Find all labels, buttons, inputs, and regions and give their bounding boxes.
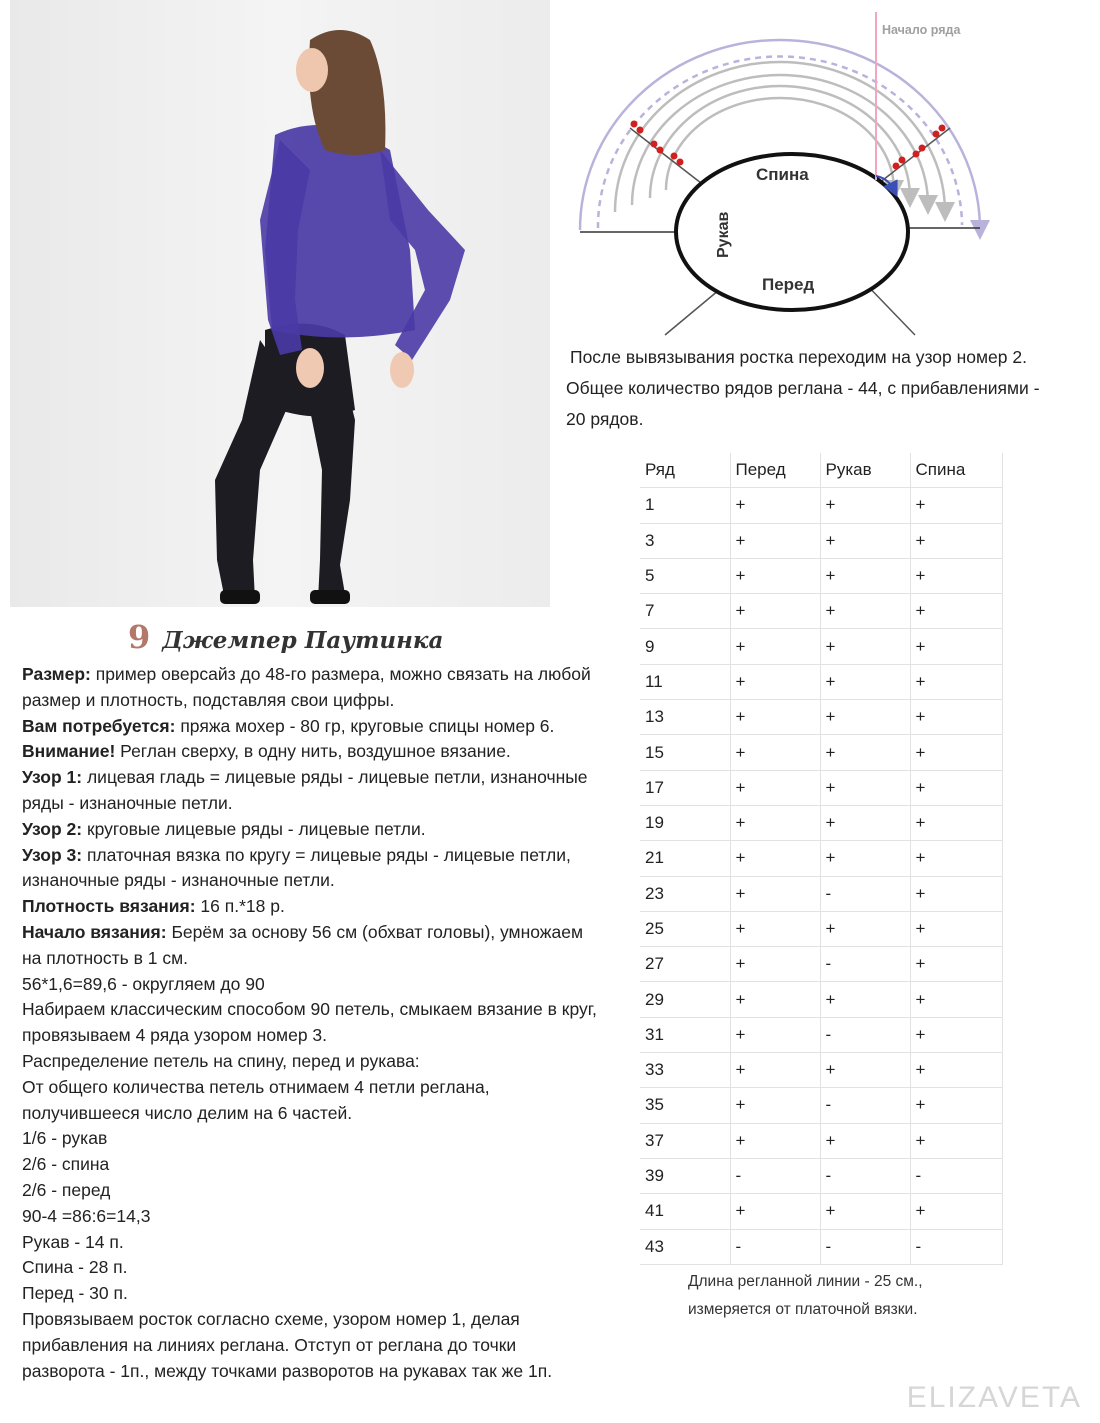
description-line [22, 946, 632, 972]
description-text: 16 п.*18 р. [195, 896, 285, 917]
pattern-title [128, 618, 443, 662]
header-front: Перед [730, 453, 820, 488]
description-line [22, 765, 632, 791]
table-cell: 23 [640, 876, 730, 911]
table-cell: + [820, 805, 910, 840]
description-line [22, 1307, 632, 1333]
table-cell: + [730, 911, 820, 946]
table-cell: + [910, 911, 1002, 946]
table-row [640, 911, 1002, 946]
table-row [640, 700, 1002, 735]
table-row [640, 770, 1002, 805]
table-cell: + [730, 1053, 820, 1088]
table-cell: + [910, 1194, 1002, 1229]
description-text: пример оверсайз до 48-го размера, можно связать на любой [90, 664, 591, 684]
table-cell: + [820, 523, 910, 558]
description-text: ряды - изнаночные петли. [22, 792, 233, 813]
start-row-label: Начало ряда [882, 23, 961, 37]
description-text: Набираем классическим способом 90 петель, смыкаем вязание в круг, [22, 999, 597, 1020]
description-line [22, 817, 632, 843]
description-text: 2/6 - перед [22, 1179, 111, 1200]
table-cell: 27 [640, 947, 730, 982]
description-line [22, 1152, 632, 1178]
table-cell: 41 [640, 1194, 730, 1229]
table-cell: - [730, 1229, 820, 1264]
table-cell: + [820, 1053, 910, 1088]
table-cell: - [820, 1088, 910, 1123]
description-text: круговые лицевые ряды - лицевые петли. [82, 818, 426, 839]
table-cell: + [730, 982, 820, 1017]
table-row [640, 1123, 1002, 1158]
table-header-row [640, 453, 1002, 488]
description-line [22, 739, 632, 765]
table-cell: + [730, 523, 820, 558]
description-line [22, 1178, 632, 1204]
table-cell: 33 [640, 1053, 730, 1088]
description-line [22, 920, 632, 946]
description-label: Начало вязания: [22, 921, 167, 942]
table-cell: + [910, 558, 1002, 593]
model-photo [10, 0, 550, 607]
description-line [22, 1281, 632, 1307]
description-label: Узор 1: [22, 767, 83, 788]
description-label: Узор 3: [22, 844, 83, 865]
table-cell: - [730, 1158, 820, 1193]
table-cell: + [910, 805, 1002, 840]
header-sleeve: Рукав [820, 453, 910, 488]
description-line [22, 843, 632, 869]
pattern-number: 9 [128, 618, 151, 656]
table-cell: 17 [640, 770, 730, 805]
table-row [640, 805, 1002, 840]
description-label: Плотность вязания: [22, 896, 196, 917]
table-cell: + [910, 629, 1002, 664]
table-row [640, 1229, 1002, 1264]
sleeve-label: Рукав [715, 211, 732, 258]
table-row [640, 1088, 1002, 1123]
description-text: От общего количества петель отнимаем 4 петли реглана, [22, 1076, 490, 1097]
right-shoe [310, 590, 350, 604]
raglan-length-note [688, 1268, 1018, 1324]
description-text: 2/6 - спина [22, 1154, 110, 1175]
table-row [640, 1194, 1002, 1229]
description-label: Вам потребуется: [22, 715, 176, 736]
table-cell: 31 [640, 1017, 730, 1052]
description-text: прибавления на линиях реглана. Отступ от реглана до точки [22, 1334, 517, 1355]
table-cell: 7 [640, 594, 730, 629]
description-line [22, 1333, 632, 1359]
description-text: платочная вязка по кругу = лицевые ряды - лицевые петли, [82, 844, 571, 865]
table-cell: - [910, 1158, 1002, 1193]
description-label: Внимание! [22, 741, 116, 762]
table-cell: + [910, 1088, 1002, 1123]
front-label: Перед [762, 275, 815, 294]
table-cell: + [910, 876, 1002, 911]
table-cell: 9 [640, 629, 730, 664]
table-cell: + [910, 770, 1002, 805]
table-cell: + [820, 594, 910, 629]
description-line [22, 1023, 632, 1049]
description-line [22, 997, 632, 1023]
table-cell: + [910, 1017, 1002, 1052]
description-line [22, 1101, 632, 1127]
description-text: получившееся число делим на 6 частей. [22, 1102, 353, 1123]
description-text: Рукав - 14 п. [22, 1231, 124, 1252]
hair [309, 30, 385, 155]
description-text: 90-4 =86:6=14,3 [22, 1205, 151, 1226]
description-text: лицевая гладь = лицевые ряды - лицевые петли, изнаночные [82, 767, 588, 788]
face [296, 48, 328, 92]
table-cell: 43 [640, 1229, 730, 1264]
table-row [640, 735, 1002, 770]
table-cell: 19 [640, 805, 730, 840]
table-cell: 35 [640, 1088, 730, 1123]
table-cell: + [910, 664, 1002, 699]
table-cell: + [730, 876, 820, 911]
table-cell: + [730, 1088, 820, 1123]
table-row [640, 947, 1002, 982]
description-line [22, 1126, 632, 1152]
description-line [22, 662, 632, 688]
footnote-line: измеряется от платочной вязки. [688, 1301, 918, 1318]
table-cell: + [820, 488, 910, 523]
table-cell: + [730, 664, 820, 699]
description-label: Узор 2: [22, 818, 83, 839]
table-cell: - [910, 1229, 1002, 1264]
table-cell: 11 [640, 664, 730, 699]
table-cell: + [910, 1053, 1002, 1088]
table-cell: 21 [640, 841, 730, 876]
description-line [22, 1230, 632, 1256]
description-text: размер и плотность, подставляя свои цифры. [22, 689, 395, 710]
table-cell: + [730, 700, 820, 735]
description-text: на плотность в 1 см. [22, 947, 189, 968]
table-cell: + [820, 1194, 910, 1229]
table-cell: + [730, 770, 820, 805]
table-cell: + [730, 1017, 820, 1052]
description-text: Спина - 28 п. [22, 1257, 128, 1278]
table-cell: + [730, 558, 820, 593]
note-line: 20 рядов. [566, 409, 644, 429]
table-row [640, 876, 1002, 911]
table-cell: 37 [640, 1123, 730, 1158]
description-line [22, 688, 632, 714]
table-cell: + [730, 805, 820, 840]
table-cell: 5 [640, 558, 730, 593]
table-cell: + [910, 1123, 1002, 1158]
description-line [22, 1359, 632, 1385]
header-row-number: Ряд [640, 453, 730, 488]
table-cell: + [910, 594, 1002, 629]
table-cell: - [820, 1017, 910, 1052]
table-cell: + [730, 841, 820, 876]
description-text: Реглан сверху, в одну нить, воздушное вязание. [115, 741, 511, 762]
table-row [640, 664, 1002, 699]
table-cell: + [910, 488, 1002, 523]
table-cell: + [820, 558, 910, 593]
table-row [640, 594, 1002, 629]
pattern-description [22, 662, 632, 1384]
description-label: Размер: [22, 664, 91, 684]
table-row [640, 1158, 1002, 1193]
table-cell: + [730, 735, 820, 770]
description-line [22, 1049, 632, 1075]
table-cell: + [820, 982, 910, 1017]
description-text: 56*1,6=89,6 - округляем до 90 [22, 973, 265, 994]
table-cell: + [820, 770, 910, 805]
table-cell: + [820, 700, 910, 735]
table-row [640, 1053, 1002, 1088]
description-line [22, 972, 632, 998]
table-cell: + [730, 488, 820, 523]
table-cell: + [730, 1194, 820, 1229]
table-cell: + [730, 629, 820, 664]
description-text: Перед - 30 п. [22, 1283, 128, 1304]
description-text: разворота - 1п., между точками разворотов на рукавах так же 1п. [22, 1360, 553, 1381]
note-line: После вывязывания ростка переходим на узор номер 2. [570, 347, 1027, 367]
description-line [22, 1075, 632, 1101]
table-cell: 1 [640, 488, 730, 523]
table-cell: 13 [640, 700, 730, 735]
description-line [22, 894, 632, 920]
description-text: пряжа мохер - 80 гр, круговые спицы номер 6. [175, 715, 555, 736]
table-cell: + [730, 947, 820, 982]
watermark: ELIZAVETA [906, 1381, 1082, 1414]
description-line [22, 1255, 632, 1281]
table-row [640, 1017, 1002, 1052]
table-body [640, 488, 1002, 1265]
description-line [22, 868, 632, 894]
table-cell: + [820, 911, 910, 946]
table-cell: 25 [640, 911, 730, 946]
description-line [22, 1204, 632, 1230]
description-line [22, 714, 632, 740]
table-cell: 15 [640, 735, 730, 770]
table-cell: 3 [640, 523, 730, 558]
left-hand [296, 348, 324, 388]
table-cell: + [730, 1123, 820, 1158]
table-cell: + [910, 523, 1002, 558]
description-text: провязываем 4 ряда узором номер 3. [22, 1025, 328, 1046]
description-text: 1/6 - рукав [22, 1128, 108, 1149]
note-line: Общее количество рядов реглана - 44, с прибавлениями - [566, 378, 1040, 398]
table-cell: + [820, 664, 910, 699]
table-cell: - [820, 947, 910, 982]
table-row [640, 629, 1002, 664]
description-text: изнаночные ряды - изнаночные петли. [22, 870, 335, 891]
table-cell: + [910, 841, 1002, 876]
table-row [640, 523, 1002, 558]
description-text: Провязываем росток согласно схеме, узором номер 1, делая [22, 1308, 520, 1329]
right-hand [390, 352, 414, 388]
description-line [22, 791, 632, 817]
table-cell: 39 [640, 1158, 730, 1193]
description-text: Распределение петель на спину, перед и рукава: [22, 1050, 420, 1071]
table-cell: + [910, 947, 1002, 982]
footnote-line: Длина регланной линии - 25 см., [688, 1273, 923, 1290]
table-cell: - [820, 876, 910, 911]
left-shoe [220, 590, 260, 604]
table-cell: + [730, 594, 820, 629]
table-cell: + [910, 982, 1002, 1017]
raglan-note [566, 342, 1066, 435]
increase-table [640, 453, 1003, 1265]
back-label: Спина [756, 165, 809, 184]
header-back: Спина [910, 453, 1002, 488]
model-illustration [10, 0, 550, 607]
table-row [640, 841, 1002, 876]
table-cell: + [820, 735, 910, 770]
description-text: Берём за основу 56 см (обхват головы), умножаем [166, 921, 583, 942]
table-cell: - [820, 1229, 910, 1264]
table-cell: + [820, 629, 910, 664]
table-row [640, 558, 1002, 593]
pattern-name: Джемпер Паутинка [162, 627, 444, 654]
table-row [640, 488, 1002, 523]
raglan-diagram [570, 0, 1010, 340]
table-cell: + [910, 700, 1002, 735]
table-cell: + [910, 735, 1002, 770]
table-row [640, 982, 1002, 1017]
table-cell: 29 [640, 982, 730, 1017]
table-cell: + [820, 1123, 910, 1158]
table-cell: - [820, 1158, 910, 1193]
table-cell: + [820, 841, 910, 876]
